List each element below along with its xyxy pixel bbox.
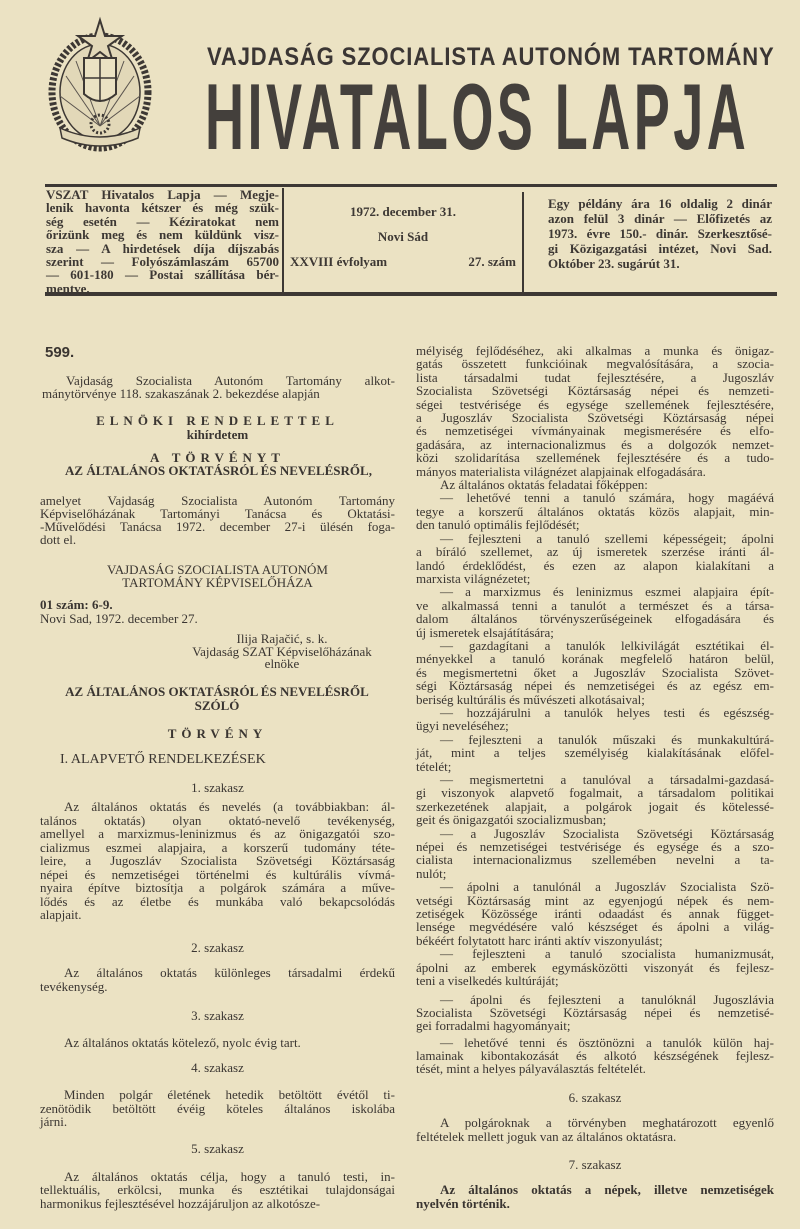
city-line: Novi Sád (377, 229, 429, 244)
text-line: — a marxizmus és leninizmus eszmei alapjaira épít- (440, 584, 774, 600)
text-line: — megismertetni a tanulóval a társadalmi-gazdasá- (440, 772, 774, 787)
text-line: dalom általános törvényszerűségeinek elfogadására és (416, 611, 774, 627)
text-line: vetségi Köztársaság mint az egyenjogú népek és nem- (416, 892, 774, 908)
text-line: Az általános oktatás a népek, illetve nemzetiségek (440, 1182, 774, 1197)
masthead-subtitle: VAJDASÁG SZOCIALISTA AUTONÓM TARTOMÁNY (207, 43, 775, 71)
text-line: tegye a korszerű általános oktatás közös alapjait, min- (416, 503, 774, 519)
text-line: Képviselőházának Tartományi Tanácsa és Oktatási- (40, 506, 395, 521)
text-line: cializmus eszmei alapjaira, a korszerű tudomány téte- (40, 839, 395, 855)
text-line: Október 23. sugárút 31. (548, 256, 680, 271)
section-3-heading: 3. szakasz (191, 1008, 244, 1023)
text-line: ve alkalmassá tenni a tanulót a természet és a társa- (416, 597, 774, 613)
text-line: — a Jugoszláv Szocialista Szövetségi Köztársaság (440, 825, 774, 841)
info-divider (282, 188, 284, 293)
text-line: leire, a Jugoszláv Szocialista Szövetségi Köztársaság (40, 853, 395, 868)
text-line: tevékenység. (40, 979, 108, 994)
text-line: ményekkel a tanuló korának megfelelő határon belül, (416, 651, 774, 667)
text-line: népei és nemzetiségei történelmi és kultúrális vívmá- (40, 866, 395, 882)
text-line: Az általános oktatás kötelező, nyolc évig tart. (64, 1035, 301, 1050)
text-line: Vajdaság SZAT Képviselőházának (192, 643, 372, 659)
text-line: nyelvén történik. (416, 1196, 510, 1211)
act-number: 599. (45, 344, 75, 361)
volume-line: XXVIII évfolyam (290, 254, 388, 269)
text-line: — hozzájárulni a tanulók helyes testi és egészség- (440, 704, 774, 720)
text-line: sza — A hirdetések díja díjszabás (46, 240, 279, 256)
text-line: zenötödik betöltött évéig köteles általános iskolába (40, 1100, 395, 1116)
assembly-name (40, 563, 395, 589)
text-line: A polgároknak a törvényben meghatározott egyenlő (440, 1115, 774, 1130)
text-line: lődés és az életbe és munkába való bekapcsolódás (40, 893, 395, 909)
section-2-heading: 2. szakasz (191, 940, 244, 955)
text-line: cialista internacionalizmus szellemében nevelni a ta- (416, 852, 774, 868)
text-line: amelyet Vajdaság Szocialista Autonóm Tartomány (40, 493, 395, 508)
text-line: lenik havonta kétszer és még szük- (46, 200, 279, 216)
text-line: amellyel a marxizmus-leninizmus és az önigazgatói szo- (40, 826, 395, 841)
masthead-title: HIVATALOS LAPJA (205, 64, 750, 169)
text-line: közi szolidarítása szellemének fejlesztésére és a tudo- (416, 450, 774, 466)
text-line: gi Közigazgatási intézet, Novi Sad. (548, 241, 772, 256)
text-line: geit és önigazgatói szocializmusban; (416, 812, 607, 828)
text-line: Az általános oktatás különleges társadalmi érdekű (64, 965, 395, 980)
section-3-text (40, 1035, 395, 1051)
section-7-heading: 7. szakasz (568, 1157, 622, 1172)
text-line: Vajdaság Szocialista Autonóm Tartomány alkot- (66, 373, 395, 388)
section-6-text (416, 1116, 774, 1144)
text-line: Az általános oktatás és nevelés (a továbbiakban: ál- (64, 799, 395, 814)
text-line: szerint — Folyószámlaszám 65700 (46, 254, 279, 270)
reference-number: 01 szám: 6-9. (40, 597, 113, 612)
section-1-text (40, 800, 395, 922)
signature-block (168, 633, 396, 671)
text-line: gi viszonyok alapvető fogalmait, a társadalom politikai (416, 785, 774, 801)
text-line: — lehetővé tenni és ösztönözni a tanulók külön haj- (440, 1035, 774, 1050)
text-line: tését, mint a helyes pályaválasztás feltételét. (416, 1061, 646, 1076)
info-divider (522, 192, 524, 293)
text-line: 1973. évre 150.- dinár. Szerkesztősé- (548, 226, 772, 241)
section-1-heading: 1. szakasz (191, 780, 244, 795)
text-line: Egy példány ára 16 oldalig 2 dinár (548, 196, 772, 211)
text-line: teni a viselkedés kultúráját; (416, 973, 559, 989)
text-line: -Művelődési Tanácsa 1972. december 27-i ülésén foga- (40, 519, 395, 534)
section-4-heading: 4. szakasz (191, 1060, 244, 1075)
section-5-heading: 5. szakasz (191, 1141, 244, 1156)
text-line: tételét; (416, 758, 452, 774)
act-title (36, 685, 398, 713)
text-line: elnöke (264, 656, 300, 671)
text-line: — lehetővé tenni a tanuló számára, hogy magáévá (440, 490, 774, 506)
text-line: ség esetén — Kéziratokat nem (46, 213, 279, 229)
text-line: — 601-180 — Postai szállítása bér- (46, 267, 279, 283)
text-line: ápolni az emberek egymásközötti viszonyát és fejlesz- (416, 959, 774, 975)
section-2-text (40, 966, 395, 994)
text-line: Szocialista Szövetségi Köztársaság népei és nemzetisé- (416, 1005, 774, 1020)
price-notice (548, 196, 772, 271)
text-line: mentve. (46, 280, 90, 296)
text-line: békéért folytatott harc iránti aktív viszonyulást; (416, 932, 663, 948)
text-line: ségei testvérisége és egysége szellemének fejlesztésére, (416, 396, 774, 412)
text-line: gadására, az internacionalizmus és a dolgozók nemzet- (416, 436, 774, 452)
text-line: — fejleszteni a tanuló szocialista humanizmusát, (440, 946, 774, 962)
text-line: tellektuális, erkölcsi, munka és esztétikai tulajdonságai (40, 1182, 395, 1198)
text-line: den tanuló optimális fejlődését; (416, 517, 580, 533)
section-5-text (40, 1170, 395, 1210)
text-line: lamainak kibontakozását és alkotó készségének fejlesz- (416, 1048, 774, 1063)
text-line: Az általános oktatás célja, hogy a tanuló testi, in- (64, 1169, 395, 1184)
text-line: őrizünk meg és nem küldünk visz- (46, 227, 279, 243)
text-line: SZÓLÓ (194, 698, 240, 713)
law-heading: A TÖRVÉNYT (150, 450, 285, 465)
issue-number: 27. szám (468, 254, 516, 269)
text-line: talános oktatás) olyan oktató-nevelő tevékenység, (40, 812, 395, 828)
publication-notice (46, 188, 279, 295)
text-line: és nemzetiségei vívmányainak megismerésére és elfo- (416, 423, 774, 439)
text-line: ját, mint a teljes személyiség kialakításának előfel- (416, 745, 774, 761)
text-line: — ápolni a tanulónál a Jugoszláv Szocialista Szö- (440, 879, 774, 895)
text-line: járni. (40, 1114, 68, 1129)
section-6-heading: 6. szakasz (568, 1090, 622, 1105)
text-line: Ilija Rajačić, s. k. (236, 631, 328, 646)
section-4-text (40, 1088, 395, 1129)
text-line: landó érdeklődést, és ezen az alapon kialakítani a (416, 557, 774, 573)
text-line: VAJDASÁG SZOCIALISTA AUTONÓM (107, 562, 328, 577)
law-subject: AZ ÁLTALÁNOS OKTATÁSRÓL ÉS NEVELÉSRŐL, (65, 463, 372, 478)
text-line: a bíráló szellemet, az új ismeretek szerzése iránti ál- (416, 544, 774, 560)
text-line: lensége megvédésére való készséget és ápolni a világ- (416, 919, 774, 935)
text-line: marxista világnézetet; (416, 570, 531, 586)
item-traditions (416, 993, 774, 1032)
text-line: alapjait. (40, 907, 82, 922)
text-line: — gazdagítani a tanulók lelkivilágát esztétikai él- (440, 637, 774, 653)
text-line: — fejleszteni a tanuló szellemi képességeit; ápolni (440, 530, 774, 546)
announce-line: kihírdetem (186, 427, 249, 442)
section-5-continuation (416, 344, 774, 988)
intro-paragraph (42, 375, 395, 400)
text-line: mélyiség fejlődéséhez, aki alkalmas a munka és önigaz- (416, 343, 774, 358)
text-line: dott el. (40, 532, 77, 547)
text-line: TARTOMÁNY KÉPVISELŐHÁZA (122, 575, 313, 590)
decree-heading: ELNÖKI RENDELETTEL (96, 413, 339, 428)
reference-date: Novi Sad, 1972. december 27. (40, 611, 198, 626)
text-line: azon felül 3 dinár — Előfizetés az (548, 211, 772, 226)
text-line: a Jugoszláv Szocialista Szövetségi Köztársaság népei (416, 410, 774, 426)
text-line: ügyi neveléséhez; (416, 718, 509, 734)
text-line: Minden polgár életének hetedik betöltött évétől ti- (64, 1087, 395, 1102)
chapter-heading: I. ALAPVETŐ RENDELKEZÉSEK (60, 752, 266, 767)
text-line: gatás összetett funkcióinak megvalósítására, a szocia- (416, 356, 774, 372)
text-line: Szocialista Szövetségi Köztársaság népei és nemzeti- (416, 383, 774, 399)
text-line: új ismeretek elsajátítására; (416, 624, 554, 640)
text-line: nyaira építve biztosítja a polgárok számára a műve- (40, 880, 395, 895)
text-line: népei és nemzetiségei testvérisége és egysége és a szo- (416, 839, 774, 855)
text-line: AZ ÁLTALÁNOS OKTATÁSRÓL ÉS NEVELÉSRŐL (65, 684, 369, 699)
text-line: — fejleszteni a tanulók műszaki és munkakultúrá- (440, 731, 774, 747)
text-line: beriség kultúrális és művészeti alkotásaival; (416, 691, 645, 707)
date-line: 1972. december 31. (350, 204, 456, 219)
text-line: mánytörvénye 118. szakaszának 2. bekezdése alapján (42, 385, 320, 401)
text-line: VSZAT Hivatalos Lapja — Megje- (46, 187, 279, 202)
text-line: lista társadalmi tudat fejlesztésére, a Jugoszláv (416, 369, 774, 385)
item-talents (416, 1036, 774, 1075)
coat-of-arms-emblem (46, 16, 154, 154)
text-line: gei forradalmi hagyományait; (416, 1018, 571, 1033)
text-line: Az általános oktatás feladatai főképpen: (440, 477, 648, 493)
section-7-text (416, 1183, 774, 1211)
text-line: és megismertetni őket a Jugoszláv Szocialista Szövet- (416, 664, 774, 680)
text-line: harmonikus fejlesztésével hozzájáruljon az alkotósze- (40, 1195, 321, 1211)
text-line: feltételek mellett joguk van az általános oktatásra. (416, 1129, 677, 1144)
text-line: — ápolni és fejleszteni a tanulóknál Jugoszlávia (440, 992, 774, 1007)
text-line: szerkezetének alapjait, a polgárok jogait és kötelessé- (416, 798, 774, 814)
text-line: nulót; (416, 865, 447, 881)
text-line: ségi Köztársaság népei és nemzetiségei és az egész em- (416, 678, 774, 694)
adoption-paragraph (40, 494, 395, 546)
text-line: mányos materialista világnézet alapjainak elfogadására. (416, 463, 706, 479)
text-line: zetiségek Közössége iránti odaadást és annak függet- (416, 906, 774, 922)
act-word: TÖRVÉNY (167, 726, 268, 741)
